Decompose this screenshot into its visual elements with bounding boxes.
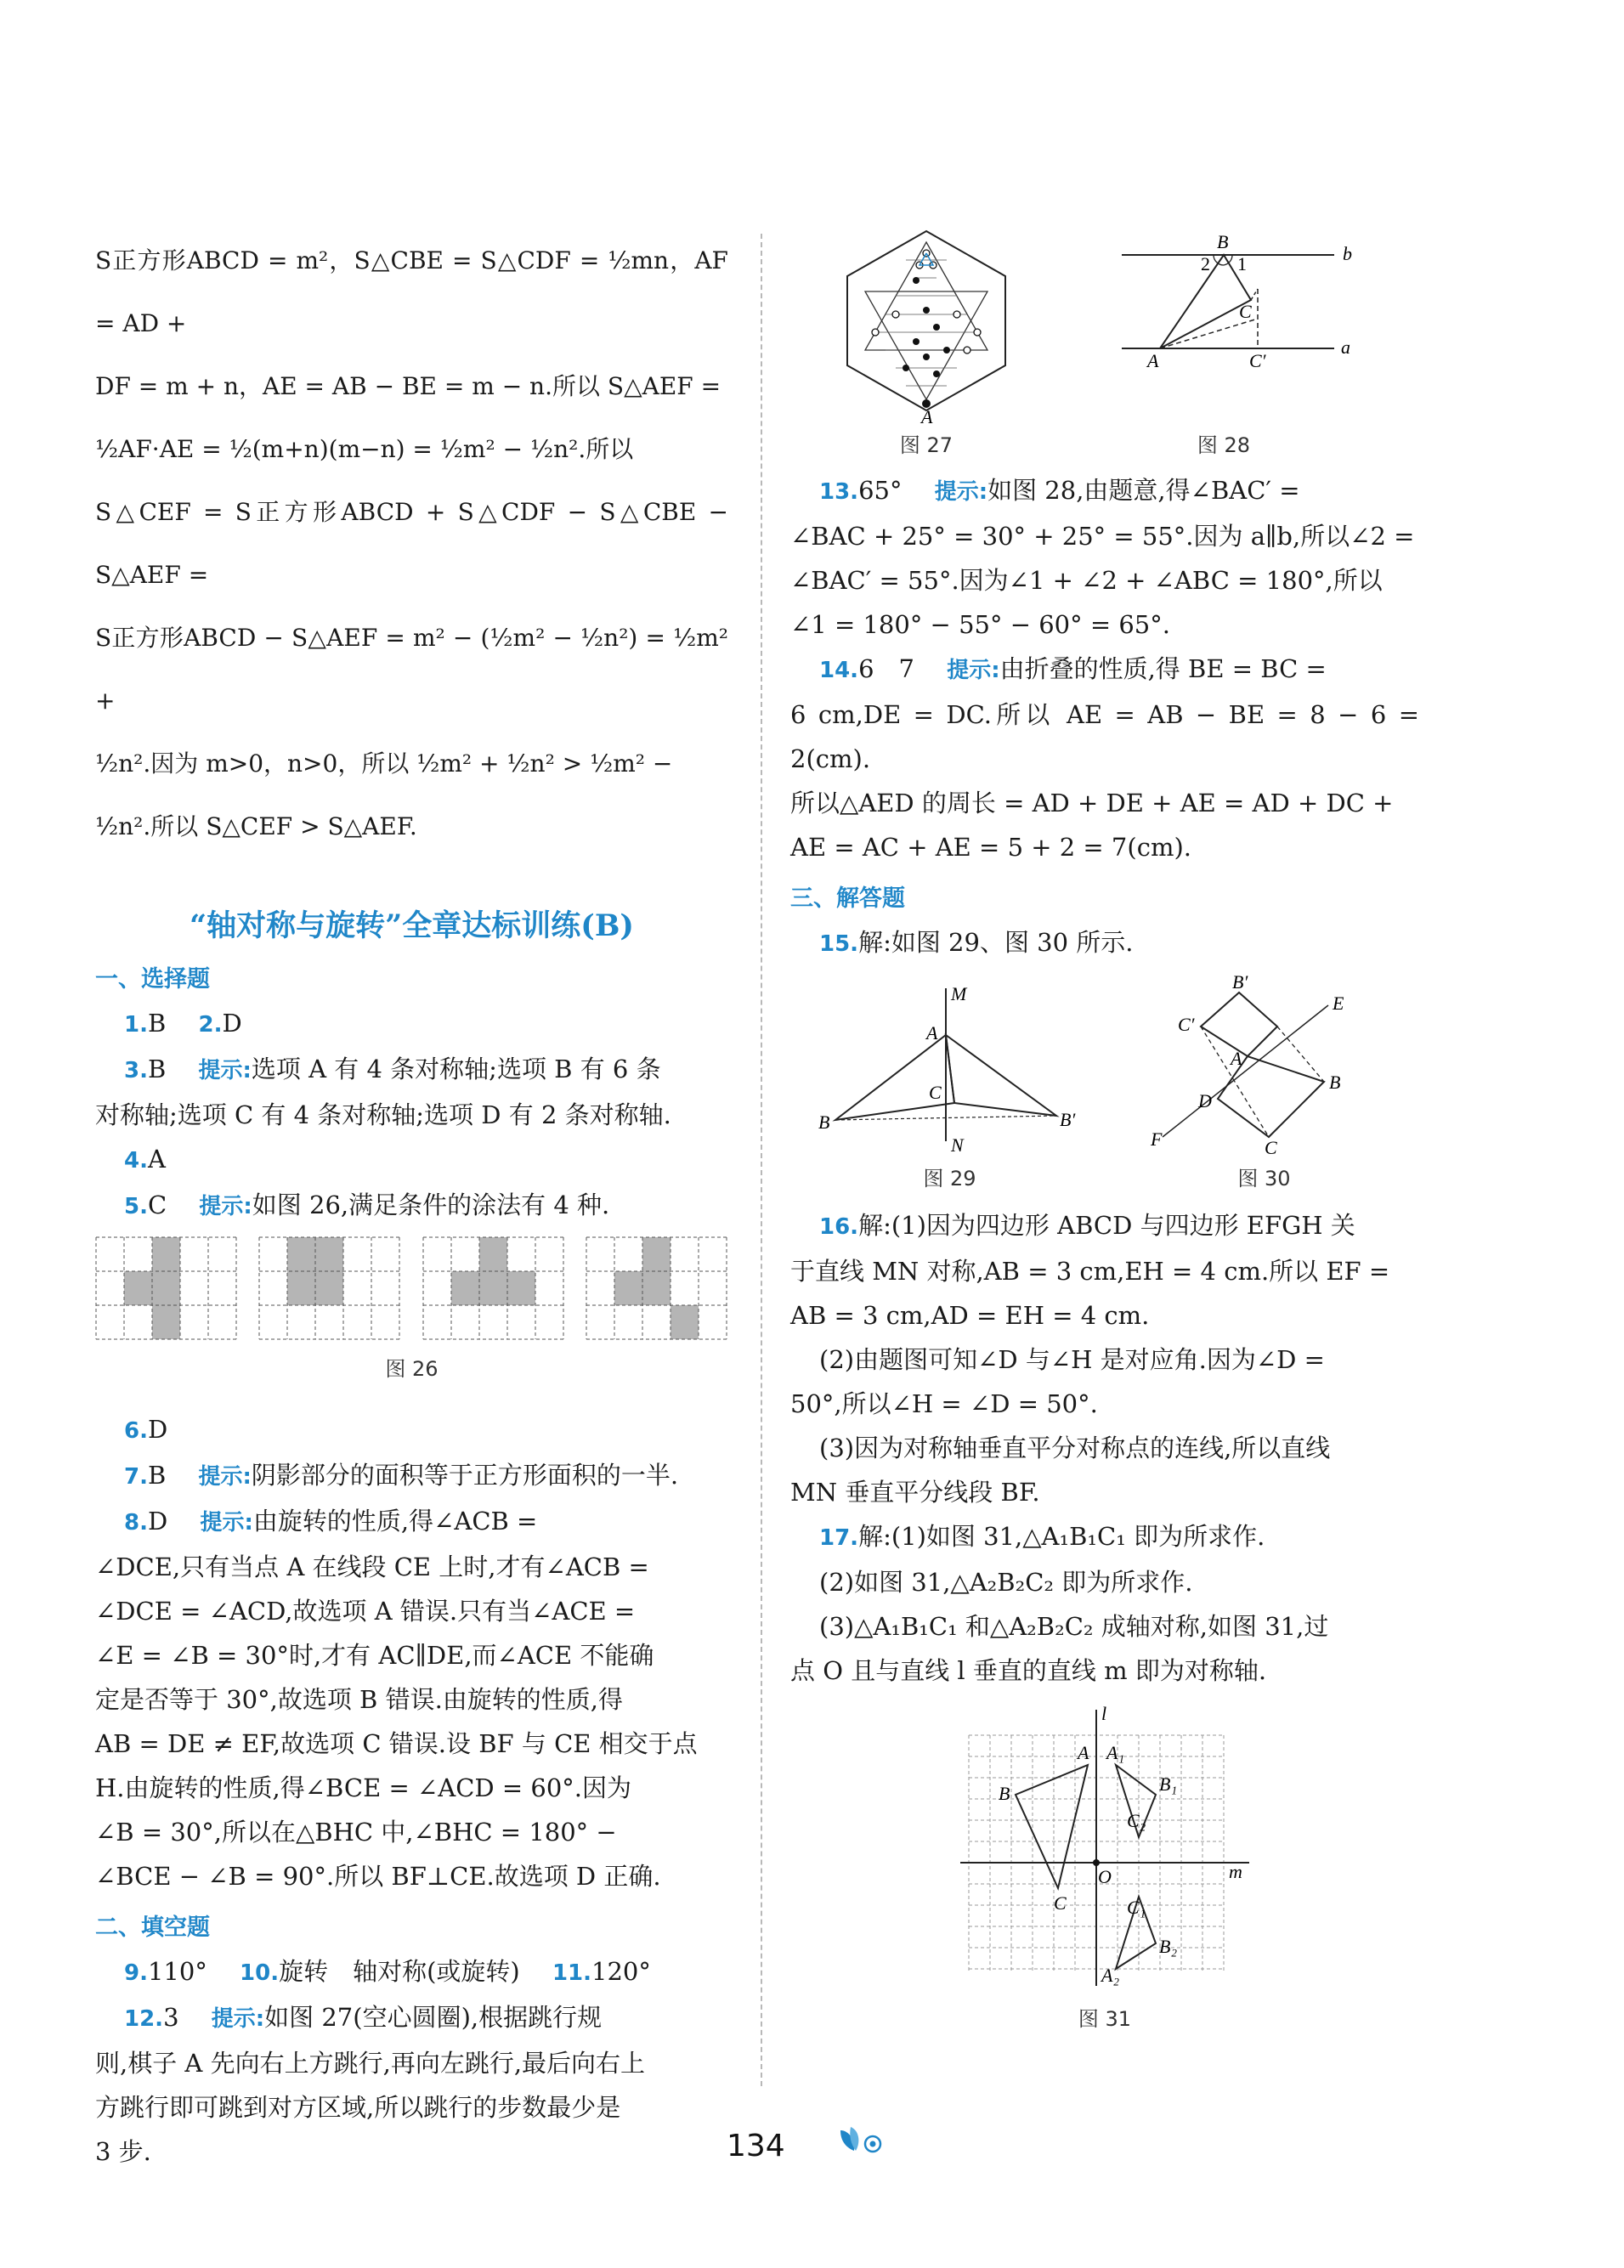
answer: 6 7 [858,654,914,683]
answer: C [147,1191,167,1219]
answer-12-line: 3 步. [95,2137,151,2166]
answer: D [222,1009,242,1038]
label: B′ [1231,971,1248,993]
label: M [950,983,966,1004]
leaf-ornament-icon [837,2122,888,2156]
answer-14-line: 所以△AED 的周长 = AD + DE + AE = AD + DC + [790,789,1394,817]
question-number: 5. [124,1194,148,1219]
hint-label: 提示: [200,1510,253,1536]
answer-14 [790,647,1419,693]
label: C [1054,1892,1067,1914]
question-number: 15. [819,931,859,957]
hint-text: 如图 28,由题意,得∠BAC′ = [987,476,1300,505]
coloring-grid-4 [586,1236,728,1342]
label: l [1101,1703,1107,1724]
figure-27-caption: 图 27 [899,433,953,457]
answer-16-line: 于直线 MN 对称,AB = 3 cm,EH = 4 cm.所以 EF = [790,1257,1390,1286]
label: B [999,1783,1010,1804]
answer: D [147,1507,168,1536]
shaded-cell [287,1271,315,1305]
shaded-cell [671,1305,699,1339]
answer-8-line: ∠B = 30°,所以在△BHC 中,∠BHC = 180° − [95,1818,617,1847]
proof-line-6: ½n².因为 m>0，n>0，所以 ½m² + ½n² > ½m² − [95,749,673,778]
proof-line-5: S正方形ABCD − S△AEF = m² − (½m² − ½n²) = ½m² + [95,624,728,715]
label: A [1147,350,1159,371]
hint-label: 提示: [934,479,988,505]
answer: 120° [591,1957,651,1986]
label: B₂ [1159,1936,1178,1957]
left-column [95,229,728,2174]
figure-29 [818,971,1082,1191]
question-number: 13. [819,479,859,505]
proof-line-4: S△CEF = S正方形ABCD + S△CDF − S△CBE − S△AEF = [95,498,728,589]
answer-12 [95,1995,728,2041]
proof-line-2: DF = m + n，AE = AB − BE = m − n.所以 S△AEF = [95,372,721,400]
question-number: 14. [819,658,859,683]
label: C′ [1249,350,1266,371]
question-number: 6. [124,1418,148,1444]
answer-14-line: 6 cm,DE = DC.所以 AE = AB − BE = 8 − 6 = 2(cm). [790,700,1419,773]
label: A₂ [1101,1965,1120,1986]
shaded-cell [315,1237,343,1271]
figure-31-caption: 图 31 [1078,2007,1132,2031]
question-number: 3. [124,1058,148,1083]
section-heading-fill: 二、填空题 [95,1915,210,1941]
question-number: 2. [198,1012,223,1038]
coloring-grid-1 [95,1236,238,1342]
label: a [1341,337,1350,358]
answer-12-line: 方跳行即可跳到对方区域,所以跳行的步数最少是 [95,2093,621,2122]
proof-line-1: S正方形ABCD = m²，S△CBE = S△CDF = ½mn，AF = AD + [95,246,728,337]
answer-16-line: 50°,所以∠H = ∠D = 50°. [790,1389,1098,1418]
answer: 65° [858,476,903,505]
answer: 3 [163,2003,179,2032]
question-number: 4. [124,1148,148,1174]
answer-16-line: (2)由题图可知∠D 与∠H 是对应角.因为∠D = [819,1345,1325,1374]
answer-13 [790,468,1419,514]
answer-13-line: ∠BAC + 25° = 30° + 25° = 55°.因为 a∥b,所以∠2 = [790,522,1415,551]
column-divider [761,234,762,2086]
label: C′ [1177,1014,1194,1035]
answer: D [147,1415,168,1444]
shaded-cell [507,1271,535,1305]
question-number: 1. [124,1012,148,1038]
shaded-cell [124,1271,152,1305]
shaded-cell [315,1271,343,1305]
label: B [1328,1072,1340,1093]
label: A [921,406,933,425]
answer-14-line: AE = AC + AE = 5 + 2 = 7(cm). [790,833,1191,862]
label: b [1343,243,1352,264]
label: B [818,1111,829,1133]
answer-16 [790,1203,1419,1249]
answer-17-line: (2)如图 31,△A₂B₂C₂ 即为所求作. [819,1568,1193,1597]
hint-text: 阴影部分的面积等于正方形面积的一半. [251,1461,679,1490]
shaded-cell [152,1237,180,1271]
label: C [1239,301,1252,322]
answer-7 [95,1453,728,1499]
shaded-cell [642,1237,671,1271]
answer-12-line: 则,棋子 A 先向右上方跳行,再向左跳行,最后向右上 [95,2049,646,2078]
label: C₁ [1127,1897,1146,1918]
shaded-cell [642,1271,671,1305]
label: m [1229,1861,1242,1882]
answer: B [147,1055,167,1083]
figure-28-caption: 图 28 [1197,433,1251,457]
answer-13-line: ∠BAC′ = 55°.因为∠1 + ∠2 + ∠ABC = 180°,所以 [790,566,1383,595]
question-number: 9. [124,1960,148,1986]
hint-label: 提示: [199,1194,252,1219]
coloring-grid-3 [422,1236,565,1342]
answer-text: 解:(1)因为四边形 ABCD 与四边形 EFGH 关 [858,1211,1355,1240]
question-number: 11. [552,1960,592,1986]
coloring-grid-2 [258,1236,401,1342]
label: C [928,1082,942,1103]
answer-13-line: ∠1 = 180° − 55° − 60° = 65°. [790,610,1170,639]
coordinate-grid-diagram [952,1701,1258,1990]
question-number: 7. [124,1464,148,1490]
hint-label: 提示: [198,1464,252,1490]
hint-label: 提示: [947,658,1000,683]
answer-8-line: ∠BCE − ∠B = 90°.所以 BF⊥CE.故选项 D 正确. [95,1862,661,1891]
figures-29-30 [790,971,1419,1191]
answer: B [147,1009,167,1038]
label: B′ [1059,1109,1075,1130]
hint-label: 提示: [198,1058,252,1083]
chapter-title: “轴对称与旋转”全章达标训练(B) [190,908,634,943]
answer-text: 解:(1)如图 31,△A₁B₁C₁ 即为所求作. [858,1522,1265,1551]
shaded-cell [287,1237,315,1271]
figure-27 [841,229,1011,458]
label: A₁ [1106,1742,1125,1763]
answer-3 [95,1047,728,1093]
answer-17-line: 点 O 且与直线 l 垂直的直线 m 即为对称轴. [790,1656,1267,1685]
page-number: 134 [727,2129,785,2163]
label: A [925,1022,937,1044]
label: C [1264,1137,1277,1158]
reflection-diagram [818,971,1082,1158]
label: 2 [1201,253,1210,274]
label: A [1078,1742,1089,1763]
answer-8-line: ∠DCE = ∠ACD,故选项 A 错误.只有当∠ACE = [95,1597,636,1626]
label: E [1332,993,1344,1014]
figure-31 [790,1701,1419,2032]
label: C₂ [1127,1810,1146,1831]
label: F [1150,1128,1162,1150]
answer-8-line: H.由旋转的性质,得∠BCE = ∠ACD = 60°.因为 [95,1773,632,1802]
question-number: 16. [819,1214,859,1240]
label: B [1217,231,1229,252]
figure-26-caption: 图 26 [385,1357,439,1381]
proof-line-7: ½n².所以 S△CEF > S△AEF. [95,812,417,840]
answer-8 [95,1499,728,1545]
answer: A [147,1145,166,1174]
question-number: 10. [240,1960,280,1986]
answer-9-11 [95,1949,728,1995]
label: O [1098,1866,1112,1887]
answer-17 [790,1514,1419,1560]
figure-26 [95,1236,728,1342]
chinese-checkers-board [841,229,1011,425]
shaded-cell [152,1305,180,1339]
label: B₁ [1159,1773,1178,1795]
hint-text: 如图 27(空心圆圈),根据跳行规 [264,2003,603,2032]
answer-15 [790,920,1419,966]
hint-text: 如图 26,满足条件的涂法有 4 种. [252,1191,610,1219]
question-number: 8. [124,1510,148,1536]
answer-17-line: (3)△A₁B₁C₁ 和△A₂B₂C₂ 成轴对称,如图 31,过 [819,1612,1329,1641]
section-heading-choice: 一、选择题 [95,966,210,993]
answer-6 [95,1407,728,1453]
parallel-lines-diagram [1113,229,1368,425]
label: D [1197,1090,1212,1111]
answer-1-2 [95,1001,728,1047]
answer-16-line: AB = 3 cm,AD = EH = 4 cm. [790,1301,1150,1330]
shaded-cell [479,1237,507,1271]
answer-8-line: ∠E = ∠B = 30°时,才有 AC∥DE,而∠ACE 不能确 [95,1641,654,1670]
answer-8-line: ∠DCE,只有当点 A 在线段 CE 上时,才有∠ACB = [95,1553,649,1581]
hint-label: 提示: [211,2006,265,2032]
figure-30 [1137,971,1392,1191]
answer-text: 解:如图 29、图 30 所示. [858,928,1134,957]
label: 1 [1237,253,1247,274]
hint-text: 由折叠的性质,得 BE = BC = [999,654,1327,683]
answer-16-line: (3)因为对称轴垂直平分对称点的连线,所以直线 [819,1434,1331,1462]
proof-line-3: ½AF·AE = ½(m+n)(m−n) = ½m² − ½n².所以 [95,435,634,463]
question-number: 17. [819,1525,859,1551]
answer: B [147,1461,167,1490]
hint-text: 选项 A 有 4 条对称轴;选项 B 有 6 条 [251,1055,661,1083]
shaded-cell [614,1271,642,1305]
answer-8-line: AB = DE ≠ EF,故选项 C 错误.设 BF 与 CE 相交于点 [95,1729,698,1758]
answer: 旋转 轴对称(或旋转) [279,1957,520,1986]
figure-30-caption: 图 30 [1237,1167,1291,1191]
figures-27-28 [790,229,1419,458]
right-column [790,229,1419,2032]
shaded-cell [451,1271,479,1305]
label: N [950,1134,964,1156]
label: A [1230,1048,1242,1069]
shaded-cell [152,1271,180,1305]
answer-5 [95,1183,728,1229]
answer: 110° [147,1957,207,1986]
hint-text: 由旋转的性质,得∠ACB = [252,1507,538,1536]
area-proof [95,229,728,858]
question-number: 12. [124,2006,164,2032]
figure-28 [1113,229,1368,458]
section-heading-solve: 三、解答题 [790,885,905,912]
shaded-cell [479,1271,507,1305]
figure-29-caption: 图 29 [923,1167,976,1191]
answer-8-line: 定是否等于 30°,故选项 B 错误.由旋转的性质,得 [95,1685,624,1714]
rotation-diagram [1137,971,1392,1158]
answer-16-line: MN 垂直平分线段 BF. [790,1478,1040,1507]
answer-3-cont: 对称轴;选项 C 有 4 条对称轴;选项 D 有 2 条对称轴. [95,1100,671,1129]
answer-4 [95,1137,728,1183]
